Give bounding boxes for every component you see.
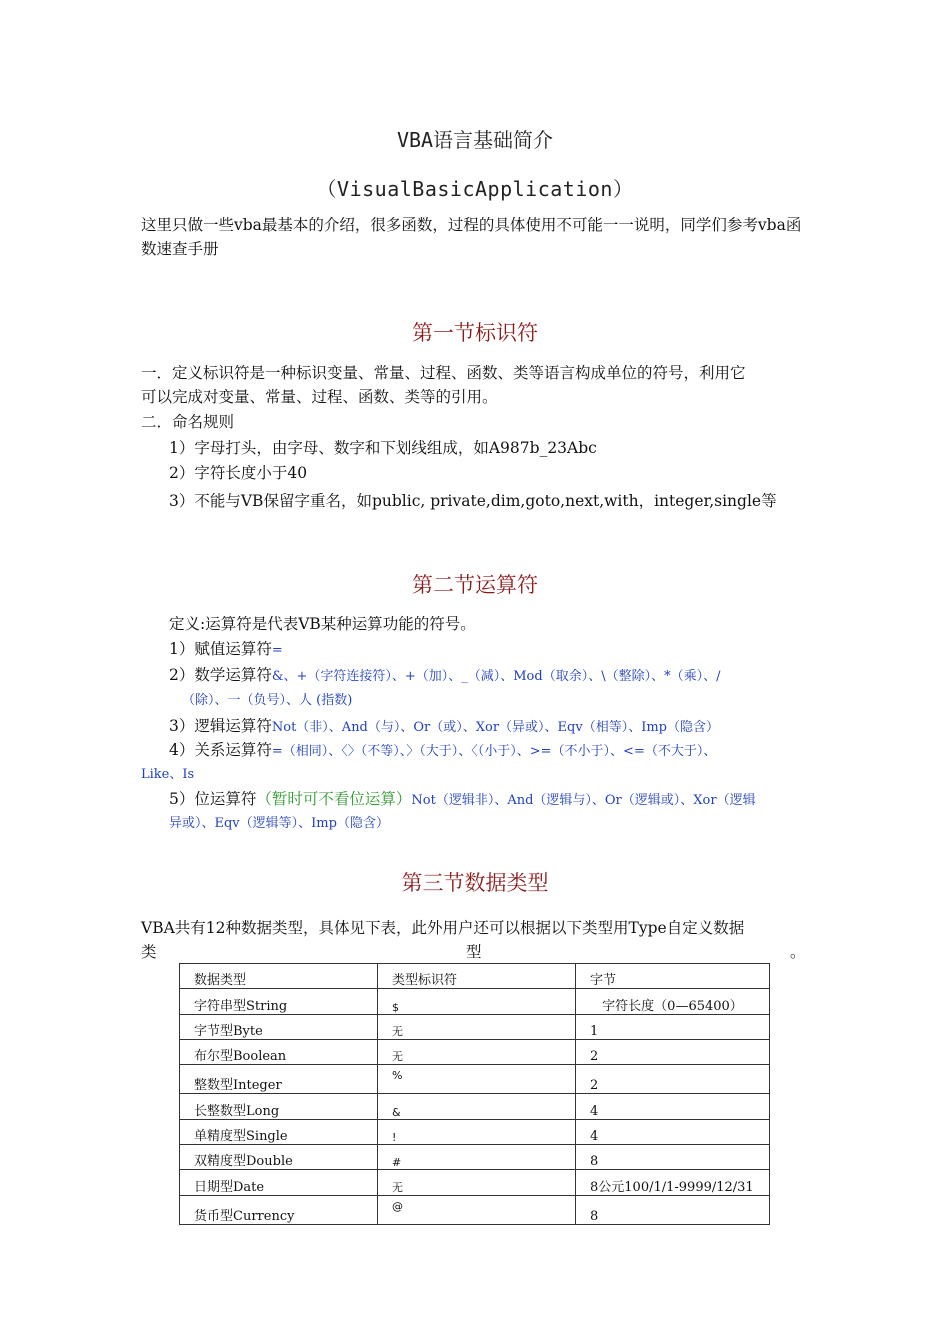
relational-operator-list: =（相同）、〈〉（不等）、〉（大于）、〈（小于）、>=（不小于）、<=（不大于）、 — [271, 744, 717, 759]
table-cell: 字节型Byte — [180, 1014, 378, 1039]
bit-operator-list-cont: 异或）、Eqv（逻辑等）、Imp（隐含） — [169, 816, 389, 831]
section1-heading: 第一节标识符 — [412, 321, 538, 345]
table-cell: ! — [378, 1119, 576, 1144]
table-cell: 8 — [576, 1145, 770, 1170]
section3-heading: 第三节数据类型 — [401, 871, 549, 895]
table-row — [180, 1119, 770, 1144]
relational-operator-line — [169, 738, 716, 764]
table-cell: 2 — [576, 1039, 770, 1064]
table-cell: 4 — [576, 1119, 770, 1144]
table-cell: 4 — [576, 1094, 770, 1119]
bit-operator-label: 5）位运算符 — [169, 790, 257, 808]
document-subtitle: （VisualBasicApplication） — [316, 177, 634, 201]
table-cell: 整数型Integer — [180, 1065, 378, 1094]
table-cell: 无 — [378, 1039, 576, 1064]
relational-operator-label: 4）关系运算符 — [169, 741, 272, 759]
table-header-row — [180, 964, 770, 989]
table-cell: 8公元100/1/1-9999/12/31 — [576, 1170, 770, 1195]
table-cell: 日期型Date — [180, 1170, 378, 1195]
table-cell: 字符串型String — [180, 989, 378, 1014]
section2-heading: 第二节运算符 — [412, 573, 538, 597]
table-cell: 双精度型Double — [180, 1145, 378, 1170]
table-header-cell: 字节 — [576, 964, 770, 989]
math-operator-list-cont: （除）、一（负号）、人 (指数) — [182, 693, 353, 708]
table-cell: 2 — [576, 1065, 770, 1094]
bit-operator-note: （暂时可不看位运算） — [256, 790, 412, 808]
table-cell: 无 — [378, 1170, 576, 1195]
table-row — [180, 989, 770, 1014]
section2-definition: 定义:运算符是代表VB某种运算功能的符号。 — [169, 615, 476, 633]
section1-rule-1: 1）字母打头，由字母、数字和下划线组成，如A987b_23Abc — [169, 439, 597, 457]
section3-intro-line1: VBA共有12种数据类型，具体见下表，此外用户还可以根据以下类型用Type自定义数据 — [141, 919, 745, 937]
table-cell: 布尔型Boolean — [180, 1039, 378, 1064]
table-row — [180, 1195, 770, 1224]
table-cell: # — [378, 1145, 576, 1170]
section1-definition-line2: 可以完成对变量、常量、过程、函数、类等的引用。 — [141, 388, 498, 406]
table-cell: 字符长度（0—65400） — [576, 989, 770, 1014]
document-title: VBA语言基础简介 — [396, 128, 554, 152]
logic-operator-line — [169, 714, 719, 740]
data-types-table — [179, 963, 770, 1225]
table-header-cell: 类型标识符 — [378, 964, 576, 989]
table-row — [180, 1094, 770, 1119]
assign-operator-label: 1）赋值运算符 — [169, 640, 272, 658]
table-cell: 长整数型Long — [180, 1094, 378, 1119]
math-operator-label: 2）数学运算符 — [169, 666, 272, 684]
section3-intro-frag-b: 型 — [466, 943, 482, 961]
table-cell: 8 — [576, 1195, 770, 1224]
table-row — [180, 1065, 770, 1094]
section3-intro-frag-a: 类 — [141, 943, 157, 961]
math-operator-list: &、+（字符连接符）、+（加）、_（减）、Mod（取余）、\（整除）、*（乘）、/ — [271, 669, 721, 684]
logic-operator-list: Not（非）、And（与）、Or（或）、Xor（异或）、Eqv（相等）、Imp（隐含） — [271, 720, 719, 735]
table-cell: % — [378, 1065, 576, 1094]
table-row — [180, 1145, 770, 1170]
relational-operator-list-cont: Like、Is — [141, 767, 195, 782]
table-header-cell: 数据类型 — [180, 964, 378, 989]
table-cell: & — [378, 1094, 576, 1119]
table-row — [180, 1039, 770, 1064]
bit-operator-list: Not（逻辑非）、And（逻辑与）、Or（逻辑或）、Xor（逻辑 — [411, 793, 756, 808]
section1-rule-2: 2）字符长度小于40 — [169, 464, 308, 482]
table-cell: 1 — [576, 1014, 770, 1039]
table-cell: 无 — [378, 1014, 576, 1039]
bit-operator-line — [169, 787, 756, 813]
section1-rule-3: 3）不能与VB保留字重名，如public, private,dim,goto,next,with，integer,single等 — [169, 492, 777, 510]
math-operator-line — [169, 663, 720, 689]
table-row — [180, 1170, 770, 1195]
logic-operator-label: 3）逻辑运算符 — [169, 717, 272, 735]
table-cell: 单精度型Single — [180, 1119, 378, 1144]
section1-rules-title: 二．命名规则 — [141, 413, 235, 431]
table-cell: 货币型Currency — [180, 1195, 378, 1224]
assign-operator-line — [169, 637, 283, 663]
table-cell: $ — [378, 989, 576, 1014]
table-cell: @ — [378, 1195, 576, 1224]
table-row — [180, 1014, 770, 1039]
assign-operator-list: = — [271, 643, 283, 658]
intro-paragraph: 这里只做一些vba最基本的介绍，很多函数，过程的具体使用不可能一一说明，同学们参考vba函数速查手册 — [141, 216, 802, 258]
section3-intro-frag-c: 。 — [790, 943, 806, 961]
section1-definition-line1: 一．定义标识符是一种标识变量、常量、过程、函数、类等语言构成单位的符号，利用它 — [141, 364, 746, 382]
